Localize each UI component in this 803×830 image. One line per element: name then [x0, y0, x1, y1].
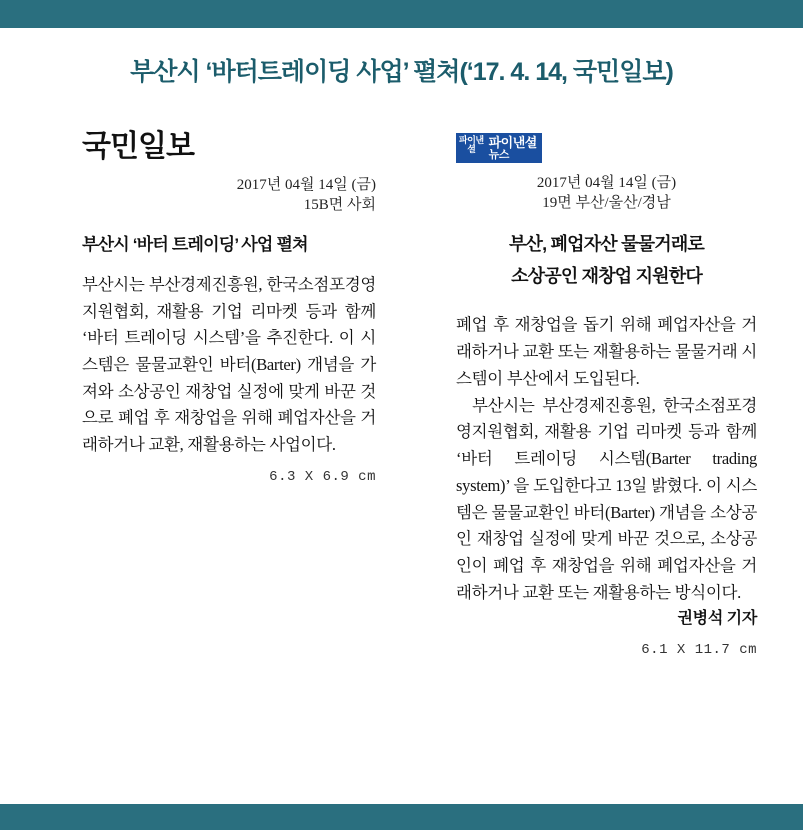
logo-text — [487, 133, 542, 163]
dateline-left — [82, 175, 376, 216]
dateline-right-date: 2017년 04월 14일 (금) — [536, 175, 677, 192]
dateline-left-date: 2017년 04월 14일 (금) — [236, 177, 376, 193]
bottom-accent-bar — [0, 804, 803, 830]
body-right — [456, 312, 757, 632]
body-left-paragraph-1: 부산시는 부산경제진흥원, 한국소점포경영지원협회, 재활용 기업 리마켓 등과 함께 ‘바터 트레이딩 시스템’을 추진한다. 이 시스템은 물물교환인 바터(Barter) 개념을 가져와 소상공인 재창업 실정에 맞게 바꾼 것으로 폐업 후 재창업을 위해 폐업자산을 거래하거나 교환, 재활용하는 사업이다. — [82, 274, 376, 455]
headline-right-line-1: 부산, 폐업자산 물물거래로 — [508, 233, 705, 254]
page-title: 부산시 ‘바터트레이딩 사업’ 펼쳐(‘17. 4. 14, 국민일보) — [130, 58, 673, 86]
logo-text-line-1: 파이낸셜 — [488, 135, 537, 150]
news-clipping-right — [400, 130, 803, 658]
dateline-left-page: 15B면 사회 — [303, 197, 376, 214]
logo-square-line-2: 셜 — [467, 144, 476, 155]
dateline-right — [456, 173, 757, 214]
headline-left: 부산시 ‘바터 트레이딩’ 사업 펼쳐 — [82, 234, 308, 254]
headline-right-line-2: 소상공인 재창업 지원한다 — [511, 266, 702, 287]
size-note-right: 6.1 X 11.7 cm — [641, 642, 757, 659]
logo-square-line-1: 파이낸 — [459, 135, 484, 145]
dateline-right-page: 19면 부산/울산/경남 — [542, 195, 671, 212]
size-note-left: 6.3 X 6.9 cm — [269, 468, 376, 485]
logo-square — [456, 133, 487, 163]
masthead-financialnews-logo — [456, 133, 542, 163]
news-clipping-left — [0, 130, 400, 658]
headline-right — [456, 228, 757, 293]
byline-right: 권병석 기자 — [677, 610, 757, 628]
logo-text-line-2: 뉴스 — [488, 148, 509, 161]
body-left — [82, 272, 376, 459]
body-right-paragraph-2: 부산시는 부산경제진흥원, 한국소점포경영지원협회, 재활용 기업 리마켓 등과 함께 ‘바터 트레이딩 시스템(Barter trading system)’ 을 도입한다고 13일 밝혔다. 이 시스템은 물물교환인 바터(Barter) 개념을 소상공인 재창업 실정에 맞게 바꾼 것으로, 소상공인이 폐업 후 재창업을 위해 폐업자산을 거래하거나 교환 또는 재활용하는 방식이다. — [456, 395, 757, 602]
clippings-container — [0, 130, 803, 658]
top-accent-bar — [0, 0, 803, 28]
body-right-paragraph-1: 폐업 후 재창업을 돕기 위해 폐업자산을 거래하거나 교환 또는 재활용하는 물물거래 시스템이 부산에서 도입된다. — [456, 315, 757, 388]
masthead-kukminilbo: 국민일보 — [82, 130, 194, 163]
